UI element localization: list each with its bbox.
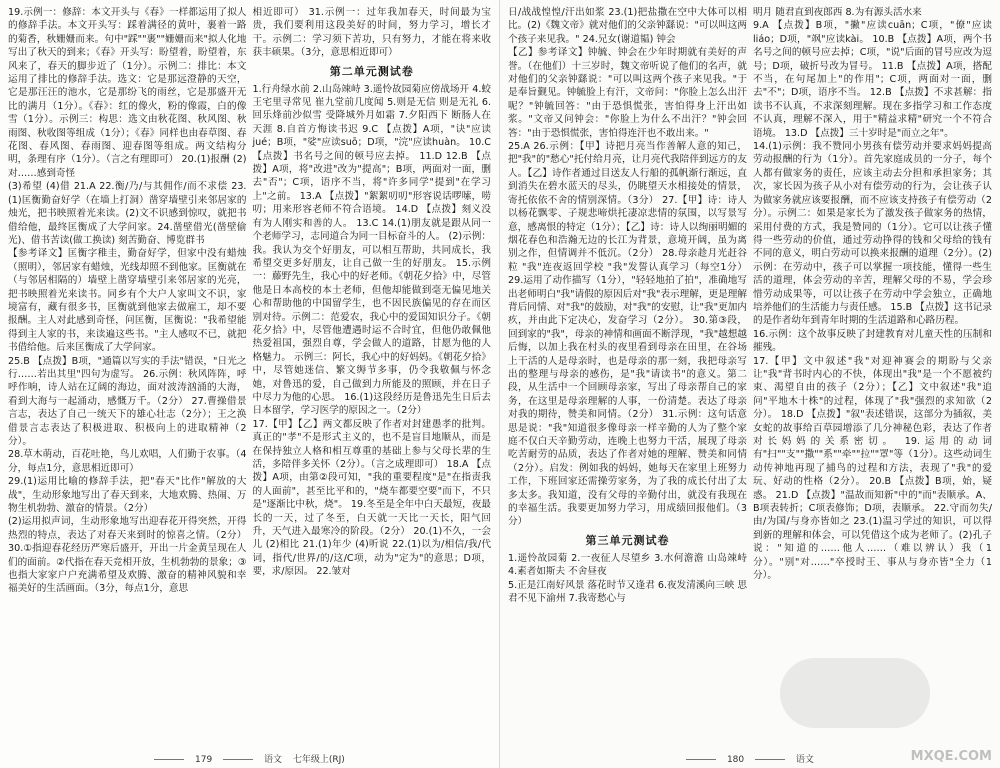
right-page — [500, 0, 1000, 768]
right-column-1-answers: 1.遥怜故园菊 2.一夜征人尽望乡 3.水何澹澹 山岛竦峙 4.素者如斯夫 不舍昼夜 5.正是江南好风景 落花时节又逢君 6.夜发清溪向三峡 思君不见下渝州 7.我寄愁心与 — [508, 552, 747, 605]
left-page-number: 179 — [195, 755, 213, 765]
footer-rule — [154, 759, 184, 760]
left-column-2 — [253, 6, 492, 748]
right-subject: 语文 — [795, 755, 814, 765]
right-column-1 — [508, 6, 747, 748]
blurred-stamp-area — [780, 658, 930, 728]
right-column-1-text: 日/战战惶惶/汗出如浆 23.(1)把盐撒在空中大体可以相比。(2)《魏文帝》就对他们的父亲钟繇说："可以叫这两个孩子来见我。" 24.兄女(谢道韫) 钟会 【乙】参考译文】钟毓、钟会在少年时期就有美好的声誉。（在他们）十三岁时，魏文帝听说了他们的名声，就对他们的父亲钟繇说："可以叫这两个孩子来见我。"于是奉旨觐见。钟毓脸上有汗，文帝问："你脸上怎么出汗呢？"钟毓回答："由于恐惧慌张，害怕得身上汗出如浆。"文帝又问钟会："你脸上为什么不出汗？"钟会回答："由于恐惧慌张，害怕得连汗也不敢出来。" 25.A 26.示例：【甲】诗把月亮当作善解人意的知己，把"我"的"愁心"托付给月亮，让月亮代我陪伴到远方的友人。【乙】诗作者通过目送友人行船的孤帆渐行渐远，直到消失在碧水蓝天的尽头，仍眺望天水相接处的情景，寄托依依不舍的情别深情。（3分） 27.【甲】诗：诗人以杨花飘零、子规悲啼烘托凄凉悲情的氛围，以写景写意，感离恨的特定（1分）；【乙】诗：诗人以绚丽明媚的烟花春色和浩瀚无边的长江为背景，意境开阔，虽为离别之作，但情调并不低沉。（2分） 28.母亲趁月光赶谷粒 "我"连夜返回学校 "我"发誓认真学习（每空1分） 29.运用了动作描写（1分），"轻轻地拍了拍"，准确地写出老师明白"我"请假的原因后对"我"表示理解，更是理解背后同情、对"我"的鼓励，对"我"的安慰，让"我"更加内疚，并由此下定决心，发奋学习（2分）。 30.第③段，回到家的"我"，母亲的神情和画面不断浮现，"我"越想越后悔，以加上我在村头的夜里看到母亲在田里，在谷场上干活的人是母亲时，也是母亲的那一刻，我把母亲写出的整理与母亲的感伤，是"我"请读书"的意义。第二段，从生活中一个回顾母亲家，写出了母亲帮自己的家务，在这里是母亲理解的人事，一份清楚。表达了母亲对我的期待，赞美和同情。（2分） 31.示例：这句话意思是说："我"知道很多像母亲一样辛勤的人为了整个家庭不仅白天辛勤劳动，连晚上也努力干活，展现了母亲吃苦耐劳的品质，表达了作者对她的理解、赞美和同情（2分）。启发：例如我的妈妈，她每天在家里上班努力工作，下班回家还需操劳家务，为了我的成长付出了太多太多。我知道，没有父母的辛勤付出，就没有我现在的幸福生活。我要更加努力学习，用成绩回报他们。（3分） — [508, 7, 747, 528]
left-column-2-answers: 1.行舟绿水前 2.山岛竦峙 3.遥怜故园菊应傍战场开 4.蛟王宅里寻常见 崔九堂前几度闻 5.则是无信 则是无礼 6.回乐烽前沙似雪 受降城外月如霜 7.夕阳西下 断肠人在天涯 8.自首方悔读书迟 9.C 【点拨】A项，"诀"应读jué；B项，"娑"应读suō；D项，"浣"应读huàn。 10.C 【点拨】书名号之间的顿号应去掉。 11.D 12.B 【点拨】A项，将"改进"改为"提高"；B项，两面对一面，删去"否"；C项，语序不当，将"许多同学"提到"在学习上"之前。 13.A 【点拨】"絮絮叨叨"形容说话啰嗦，唠叨；用来形容老师不符合语境。 14.D 【点拨】刻义没有为人刚实和善的人。 13.C 14.(1)朋友就是跟从同一个老师学习，志同道合为同一目标奋斗的人。 (2)示例：我。我认为交个好朋友，可以相互帮助，共同成长，我希望交更多好朋友，让自己做一生的好朋友。 15.示例一：藤野先生，我心中的好老师。《朝花夕拾》中，尽管他是日本高校的本土老师，但他却能做到毫无偏见地关心和帮助他的中国留学生，也不因民族偏见的存在而区别对待。示例二：范爱农，我心中的爱国知识分子。《朝花夕拾》中，尽管他遭遇时运不合时宜，但他仍敢佩他热爱祖国，强烈自尊，学会做人的道路，甘愿为他的人格魅力。 示例三：阿长，我心中的好妈妈。《朝花夕拾》中，尽管她迷信、繁文缛节多事，仍令我敬佩与怀念她，对鲁迅的爱，自己做到力所能及的照顾，并在日子中尽力为他的心思。 16.(1)这段经历是鲁迅先生日后去日本留学，学习医学的原因之一。（2分） 17.【甲】【乙】两文都反映了作者对封建愚孝的批判。真正的"孝"不是形式主义的，也不是盲目地顺从，而是在保持独立人格和相互尊重的基础上参与父母长辈的生活，多陪伴多关怀（2分）。（言之成理即可） 18.A 【点拨】A项，由第②段可知，"我的重要程度"是"在指责我的人面前"，甚至比平和的，"烧车都要空要"而下，不只是"逐渐比中秋，烧"。 19.冬至是全年中白天最短，夜最长的一天，过了冬至，白天就一天比一天长，阳气回升，天气进入最寒冷的阶段。（2分） 20.(1)不久，一会儿 (2)相比 21.(1)年少 (4)听说 22.(1)以为/相信/我/代词，指代/世界/的/这/C项，动为"定为"的意思；D项，要，求/原因。 22.皱对 — [252, 83, 491, 578]
right-column-2 — [753, 6, 992, 748]
left-grade: 七年级上(RJ) — [292, 755, 345, 765]
right-column-2-text: 明月 随君直到夜郎西 8.为有源头活水来 9.A 【点拨】B项，"撇"应读cuān；C项，"僚"应读liáo；D项，"飒"应读kài。 10.B 【点拨】A项，两个书名号之间的顿号应去掉；C项，"说"后面的冒号应改为逗号；D项，破折号改为冒号。 11.B 【点拨】A项，搭配不当，在句尾加上"的作用"；C项，两面对一面，删去"不"；D项，语序不当。 12.B 【点拨】不求甚解：指读书不认真，不求深刻理解。现在多指学习和工作态度不认真，理解不深入，用于"精益求精"研究一个不符合语境。 13.D 【点拨】三十岁时是"而立之年"。 14.(1)示例：我不赞同小男孩有偿劳动并要求妈妈提高劳动报酬的行为（1分）。首先家庭成员的一分子，每个人都有做家务的责任，应该主动去分担和承担家务；其次，家长因为孩子从小对有偿劳动的行为，会让孩子认为做家务就应该要报酬，而不应该支持孩子有偿劳动（2分）。示例二：如果是家长为了激发孩子做家务的热情，采用付费的方式，我是赞同的（1分）。它可以让孩子懂得一些劳动的价值，通过劳动挣得的钱和父母给的钱有不同的意义，明白劳动可以换来报酬的道理（2分）。(2)示例：在劳动中，孩子可以掌握一项技能，懂得一些生活的道理，体会劳动的辛苦，理解父母的不易，学会珍惜劳动成果等，可以让孩子在劳动中学会独立，正确地培养他们的生活能力与责任感。 15.B 【点拨】这书记录的是作者幼年到青年时期的生活道路和心路历程。 16.示例：这个故事反映了封建教育对儿童天性的压制和摧残。 17.【甲】文中叙述"我"对迎神赛会的期盼与父亲让"我"背书时内心的不快，体现出"我"是一个不愿被约束、渴望自由的孩子（2分）；【乙】文中叙述"我"追问"平地木十株"的过程，体现了"我"强烈的求知欲（2分）。 18.D 【点拨】"叙"表述错误，这部分为插叙，美女蛇的故事给百草园增添了几分神秘色彩，表达了作者对长妈妈的关系密切。 19.运用的动词有"扫""支""撒""系""牵""拉""罩"等（1分）。这些动词生动传神地再现了捕鸟的过程和方法，表现了"我"的爱玩、好动的性格（2分）。 20.B 【点拨】B项，始，疑惑。 21.D 【点拨】"温故而知新"中的"而"表顺承。A、B项表转折；C项表修饰；D项，表顺承。 22.守而勿失/由/为国/与身亦皆如之 23.(1)温习学过的知识，可以得到新的理解和体会，可以凭借这个成为老师了。(2)孔子说："知道的……他人……（难以辨认）我（1分）。"别"对……"卒授时王、事从与身亦皆"全力（1分）。 — [753, 7, 992, 582]
footer-rule — [686, 759, 716, 760]
section-heading-unit-3: 第三单元测试卷 — [585, 533, 670, 547]
left-page-columns — [8, 6, 491, 748]
left-column-1-text: 19.示例一：修辞：本文开头与《春》一样都运用了拟人的修辞手法。本文开头写：踩着满径的黄叶，裹着一路的菊香，秋姗姗而来。句中"踩""裹""姗姗而来"拟人化地写出了秋天的到来；《春》开头写：盼望着，盼望着，东风来了，春天的脚步近了（1分）。示例二：排比：本文运用了排比的修辞手法。选文：它是那远澄静的天空，它是那汪汪的池水，它是那纷飞的雨丝，它是那盛开无比的满月（1分）。《春》：红的像火，粉的像霞，白的像雪（1分）。示例三：构思：选文由秋花图、秋风图、秋雨图、秋收图等组成（1分）；《春》同样也由春草图、春花图、春风图、春雨图、迎春图等组成。两文结构分明，条理有序（1分）。（言之有理即可） 20.(1)报酬 (2)对……感到奇怪 (3)希望 (4)借 21.A 22.衡/乃/与其佣作/而不求偿 23.(1)匡衡勤奋好学（在墙上打洞）凿穿墙壁引来邻居家的烛光，把书映照着光来读。(2)文不识感到惊叹，就把书借给他，最终匡衡成了大学问家。24.凿壁借光(凿壁偷光)、借书苦读(做工换读) 刻苦勤奋、博览群书 【参考译文】匡衡字稚圭，勤奋好学，但家中没有蜡烛（照明），邻居家有蜡烛，光线却照不到他家。匡衡就在（与邻居相隔的）墙壁上凿穿墙壁引来邻居家的光亮，把书映照着光来读书。同乡有个大户人家叫文不识，家境富有，藏有很多书，匡衡就到他家去做雇工，却不要报酬。主人对此感到奇怪，问匡衡，匡衡说："我希望能得到主人家的书，来读遍这些书。"主人感叹不已，就把书借给他。后来匡衡成了大学问家。 25.B 【点拨】B项，"通篇以写实的手法"错误，"日光之行……若出其里"四句为虚写。 26.示例：秋风阵阵，呼呼作响，诗人站在辽阔的海边，面对波涛汹涌的大海，看到大海与一起涌动，感慨万千。（2分） 27.曹操借景言志，表达了自己一统天下的雄心壮志（2分）；王之涣借景言志表达了积极进取、积极向上的进取精神（2分）。 28.草木萌动，百花吐艳，鸟儿欢唱，人们勤于农事。（4分，每点1分，意思相近即可） 29.(1)运用比喻的修辞手法，把"春天"比作"解放的大战"，生动形象地写出了春天到来，大地欢腾、热闹、万物生机勃勃、激奋的情景。（2分） (2)运用拟声词，生动形象地写出迎春花开得突然，开得热烈的特点，表达了对春天来到时的惊喜之情。（2分） 30.①指迎春花经历严寒后盛开，开出一片金黄呈现在人们的面前。②代指在春天竞相开放，生机勃勃的景象；③也指大家家户户充满希望及欢腾、激奋的精神风貌和幸福美好的生活画面。（3分，每点1分，意思 — [8, 7, 247, 595]
right-page-columns — [508, 6, 992, 748]
site-watermark: MXQE.COM — [910, 749, 992, 764]
footer-rule — [223, 759, 253, 760]
right-page-number: 180 — [726, 755, 745, 765]
left-column-1 — [8, 6, 247, 748]
left-page-footer — [0, 752, 499, 765]
section-heading-unit-2: 第二单元测试卷 — [329, 64, 414, 78]
left-subject: 语文 — [263, 755, 282, 765]
footer-rule — [755, 759, 785, 760]
left-column-2-text: 相近即可） 31.示例一：过年我加春天，时间最为宝贵，我们要利用这段美好的时间，努力学习，增长才干。示例二：学习须下苦功，只有努力，才能在将来收获丰硕果。（3分，意思相近即可） — [252, 7, 491, 59]
